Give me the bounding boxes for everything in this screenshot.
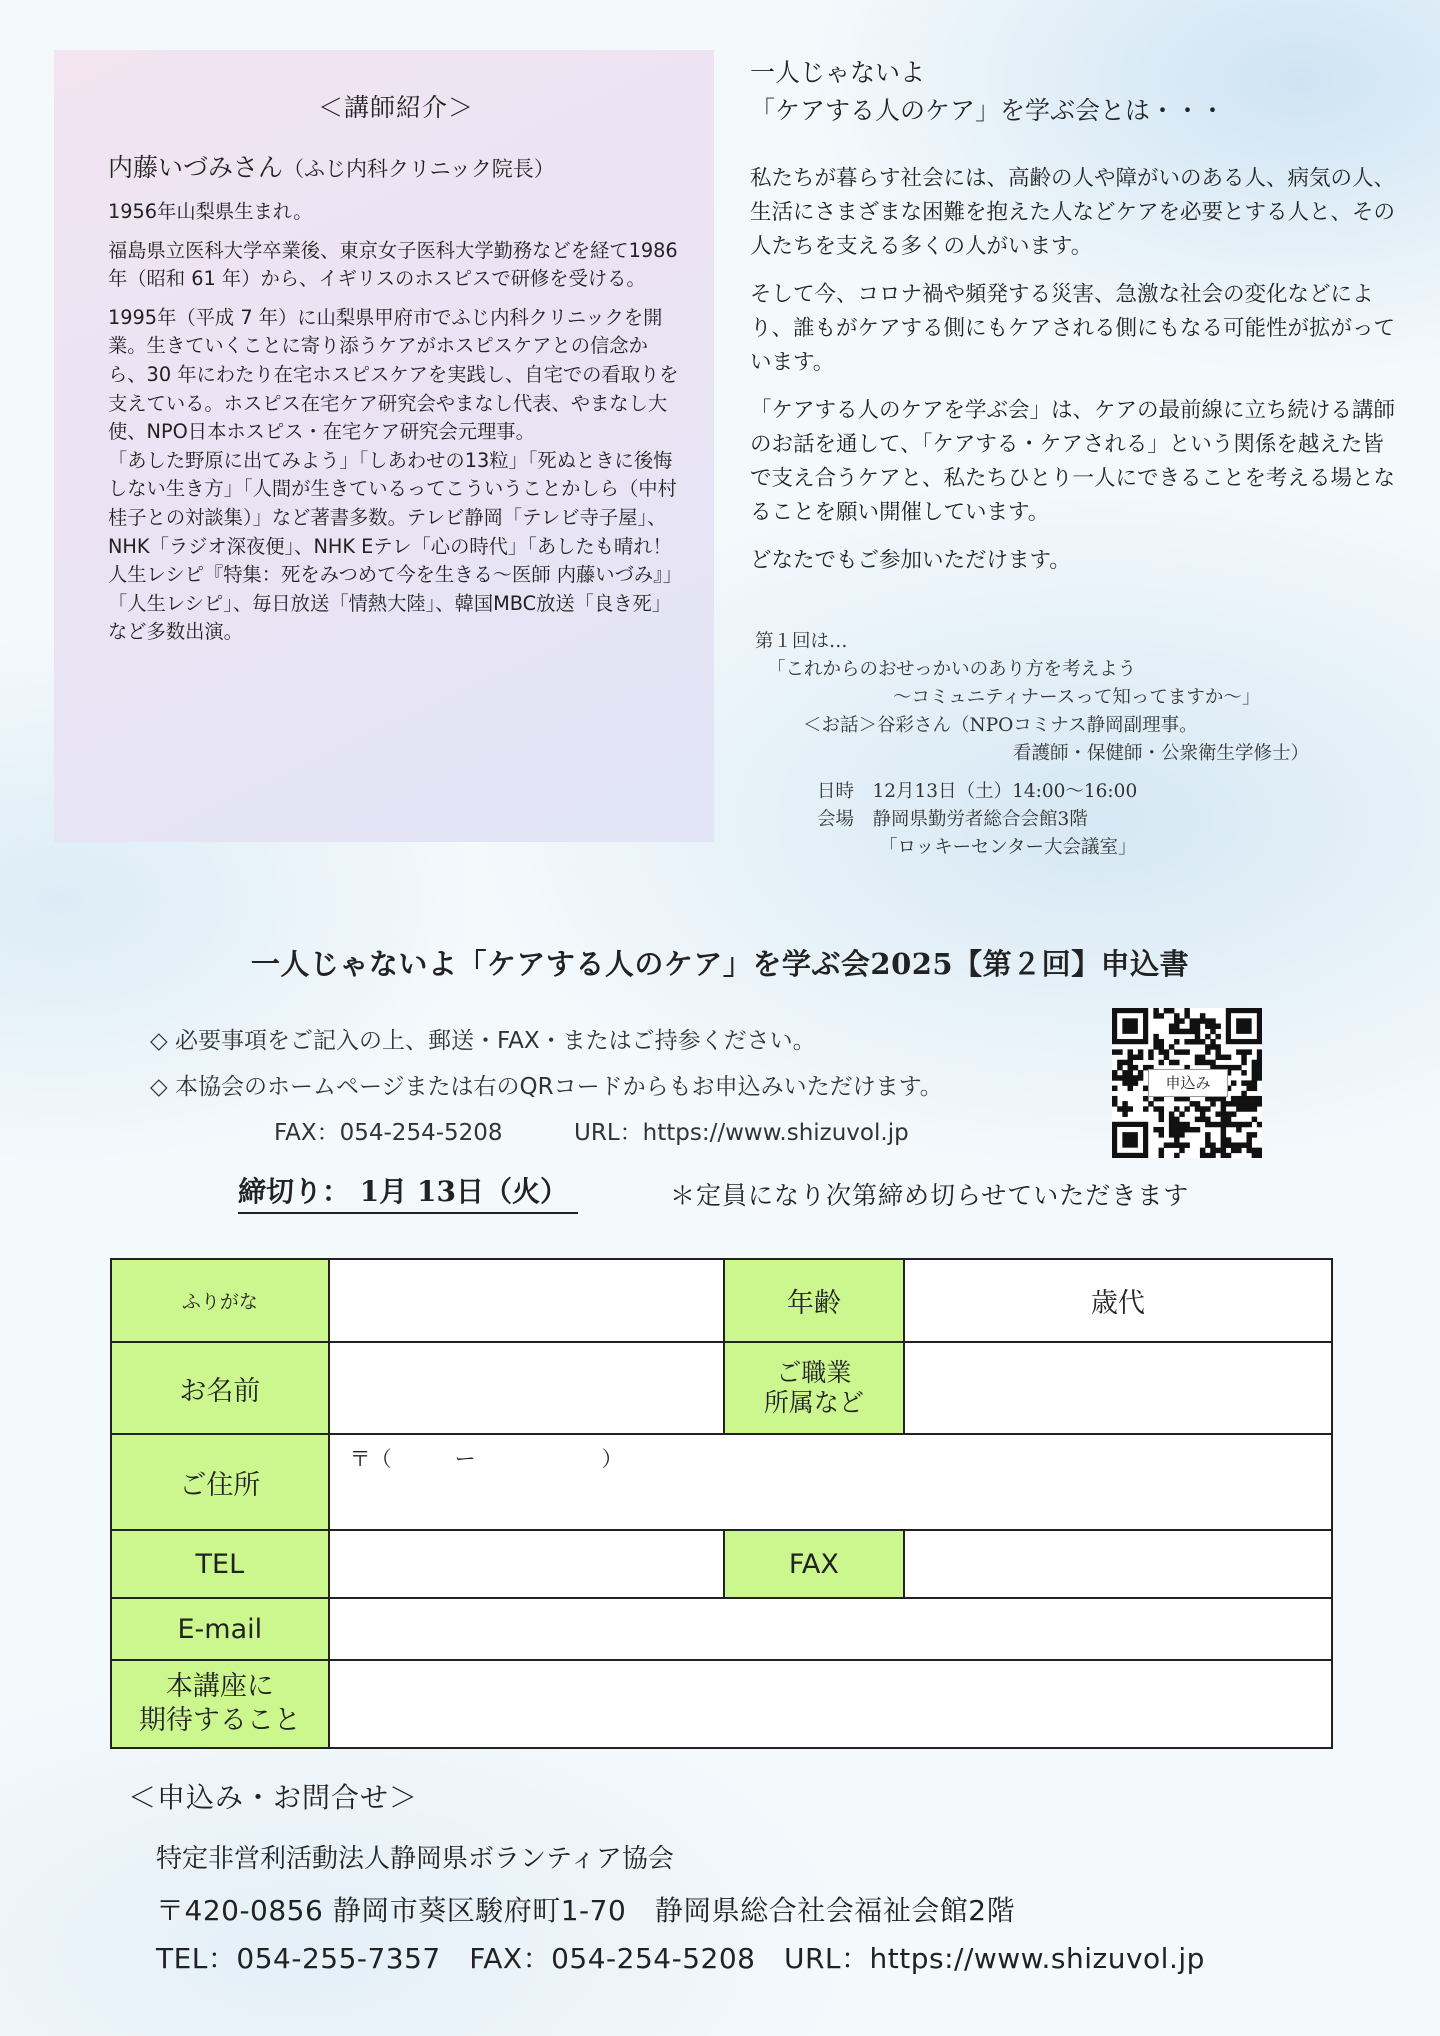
lecturer-name-line xyxy=(108,148,684,184)
age-label: 年齢 xyxy=(724,1259,904,1342)
form-note-2: ◇ 本協会のホームページまたは右のQRコードからもお申込みいただけます。 xyxy=(150,1074,943,1100)
furigana-field[interactable] xyxy=(329,1259,724,1342)
furigana-label: ふりがな xyxy=(111,1259,329,1342)
first-session-speaker: ＜お話＞谷彩さん（NPOコミナス静岡副理事。 xyxy=(803,715,1198,736)
qr-code[interactable] xyxy=(1112,1008,1262,1158)
lecturer-name: 内藤いづみさん xyxy=(108,153,284,182)
first-session-title1: 「これからのおせっかいのあり方を考えよう xyxy=(767,659,1137,680)
qr-label: 申込み xyxy=(1148,1069,1228,1097)
about-paragraph-1: 私たちが暮らす社会には、高齢の人や障がいのある人、病気の人、生活にさまざまな困難を抱えた人などケアを必要とする人と、その人たちを支える多くの人がいます。 xyxy=(750,166,1396,259)
age-suffix: 歳代 xyxy=(1090,1288,1145,1319)
contact-org: 特定非営利活動法人静岡県ボランティア協会 xyxy=(156,1844,674,1874)
email-field[interactable] xyxy=(329,1598,1332,1660)
first-session-venue1: 会場 静岡県勤労者総合会館3階 xyxy=(817,809,1088,830)
email-label: E-mail xyxy=(111,1598,329,1660)
form-title: 一人じゃないよ「ケアする人のケア」を学ぶ会2025【第２回】申込書 xyxy=(250,947,1190,981)
first-session-title2: ～コミュニティナースって知ってますか～」 xyxy=(893,687,1261,708)
tel-field[interactable] xyxy=(329,1530,724,1598)
occupation-label-line1: ご職業 xyxy=(776,1358,852,1387)
occupation-field[interactable] xyxy=(904,1342,1332,1434)
about-paragraph-3: 「ケアする人のケアを学ぶ会」は、ケアの最前線に立ち続ける講師のお話を通して、「ケアする・ケアされる」という関係を越えた皆で支え合うケアと、私たちひとり一人にできることを考える場となることを願い開催しています。 xyxy=(750,398,1396,525)
age-field[interactable] xyxy=(904,1259,1332,1342)
lecturer-bio-2: 福島県立医科大学卒業後、東京女子医科大学勤務などを経て1986 年（昭和 61 年）から、イギリスのホスピスで研修を受ける。 xyxy=(108,238,678,291)
table-row xyxy=(111,1530,1332,1598)
first-session-info xyxy=(755,628,1405,862)
expectation-label-line1: 本講座に xyxy=(165,1671,274,1702)
contact-heading: ＜申込み・お問合せ＞ xyxy=(128,1781,419,1814)
expectation-label-line2: 期待すること xyxy=(138,1705,301,1736)
table-row xyxy=(111,1342,1332,1434)
address-label: ご住所 xyxy=(111,1434,329,1530)
contact-address: 〒420-0856 静岡市葵区駿府町1-70 静岡県総合社会福祉会館2階 xyxy=(156,1894,1016,1927)
postal-code-guide: 〒（ ー ） xyxy=(349,1447,623,1471)
about-paragraph-2: そして今、コロナ禍や頻発する災害、急激な社会の変化などにより、誰もがケアする側にもケアされる側にもなる可能性が拡がっています。 xyxy=(750,282,1396,375)
lecturer-bio-3: 1995年（平成 7 年）に山梨県甲府市でふじ内科クリニックを開業。生きていくことに寄り添うケアがホスピスケアとの信念から、30 年にわたり在宅ホスピスケアを実践し、自宅での看取りを支えている。ホスピス在宅ケア研究会やまなし代表、やまなし大使、NPO日本ホスピス・在宅ケア研究会元理事。 xyxy=(108,305,679,444)
form-fax: FAX：054-254-5208 xyxy=(274,1120,503,1146)
lecturer-heading: ＜講師紹介＞ xyxy=(317,93,474,122)
deadline: 締切り： 1月 13日（火） xyxy=(238,1170,578,1214)
name-label: お名前 xyxy=(111,1342,329,1434)
lecturer-bio-4: 「あした野原に出てみよう」「しあわせの13粒」「死ぬときに後悔しない生き方」「人間が生きているってこういうことかしら（中村桂子との対談集）」など著書多数。テレビ静岡「テレビ寺子屋」、NHK「ラジオ深夜便」、NHK Eテレ「心の時代」「あしたも晴れ！人生レシピ『特集：死をみつめて今を生きる～医師 内藤いづみ』」「人生レシピ」、毎日放送「情熱大陸」、韓国MBC放送「良き死」など多数出演。 xyxy=(108,448,683,644)
first-session-intro: 第１回は… xyxy=(755,631,848,652)
form-url[interactable]: URL：https://www.shizuvol.jp xyxy=(574,1120,909,1146)
application-form xyxy=(110,1258,1333,1749)
address-field[interactable] xyxy=(329,1434,1332,1530)
lecturer-affiliation: （ふじ内科クリニック院長） xyxy=(283,157,555,181)
lecturer-bio-1: 1956年山梨県生まれ。 xyxy=(108,200,313,223)
expectation-field[interactable] xyxy=(329,1660,1332,1748)
contact-tel-line: TEL：054-255-7357 FAX：054-254-5208 URL：https://www.shizuvol.jp xyxy=(156,1942,1205,1975)
table-row xyxy=(111,1660,1332,1748)
fax-field[interactable] xyxy=(904,1530,1332,1598)
first-session-datetime: 日時 12月13日（土）14:00～16:00 xyxy=(817,781,1138,802)
about-paragraph-4: どなたでもご参加いただけます。 xyxy=(750,548,1071,573)
fax-label: FAX xyxy=(724,1530,904,1598)
about-title-line1: 一人じゃないよ xyxy=(750,58,926,87)
occupation-label-line2: 所属など xyxy=(763,1388,864,1417)
form-note-1: ◇ 必要事項をご記入の上、郵送・FAX・またはご持参ください。 xyxy=(150,1028,816,1054)
occupation-label xyxy=(724,1342,904,1434)
lecturer-panel xyxy=(54,50,714,842)
first-session-venue2: 「ロッキーセンター大会議室」 xyxy=(879,837,1137,858)
tel-label: TEL xyxy=(111,1530,329,1598)
first-session-speaker-titles: 看護師・保健師・公衆衛生学修士） xyxy=(1013,743,1310,764)
name-field[interactable] xyxy=(329,1342,724,1434)
contact-section xyxy=(128,1776,1205,1977)
about-title-line2: 「ケアする人のケア」を学ぶ会とは・・・ xyxy=(750,96,1226,125)
about-section xyxy=(750,54,1400,592)
table-row xyxy=(111,1434,1332,1530)
table-row xyxy=(111,1259,1332,1342)
deadline-note: ＊定員になり次第締め切らせていただきます xyxy=(670,1181,1190,1210)
expectation-label xyxy=(111,1660,329,1748)
table-row xyxy=(111,1598,1332,1660)
